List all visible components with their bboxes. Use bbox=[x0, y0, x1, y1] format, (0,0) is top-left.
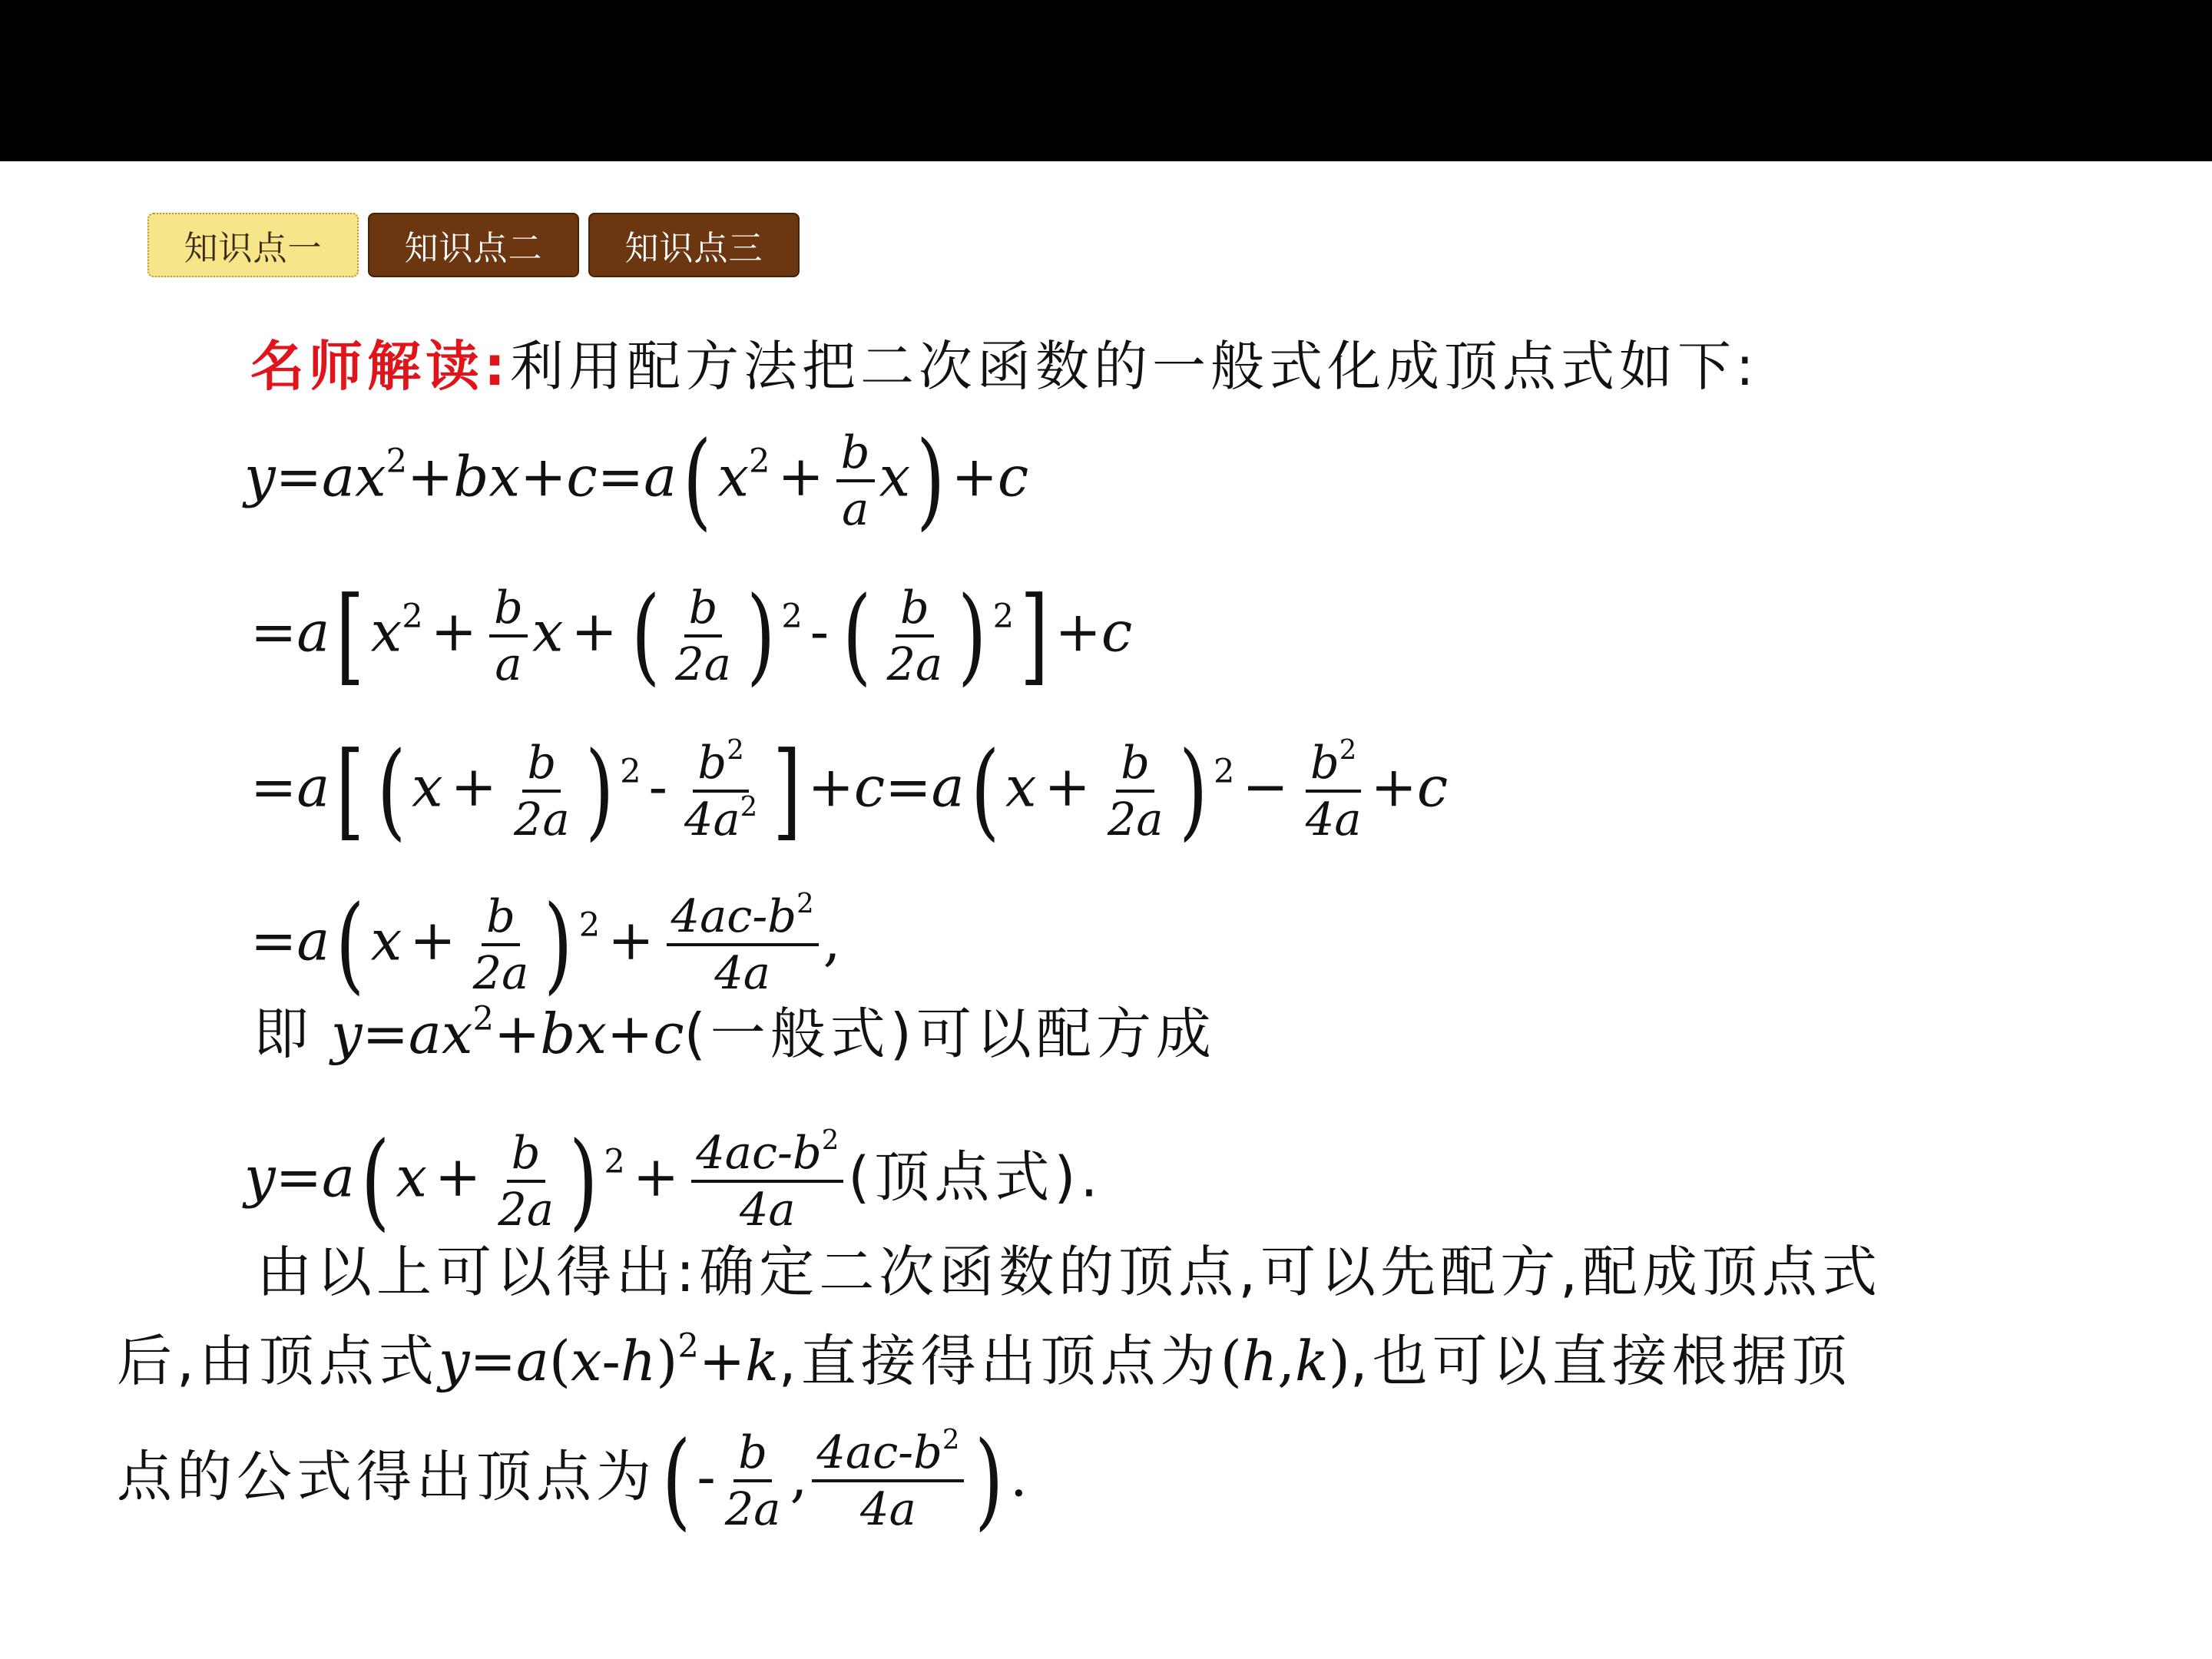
vertex-form-line: y=a( x + $\frac{b}{2a}$ ) $^2$ + $\frac{4ac-b^2}{4a}$ (顶点式). bbox=[244, 1120, 1103, 1242]
intro-key: 名师解读: bbox=[250, 335, 510, 398]
equation-line-3: =a[ ( x + $\frac{b}{2a}$ ) $^2$ - $\frac{b^2}{4a^2}$ ] +c=a( x + $\frac{b}{2a}$ ) $^2$ − $\frac{b^2}{4a}$ +c bbox=[250, 730, 1449, 852]
tab-knowledge-point-3[interactable]: 知识点三 bbox=[588, 213, 800, 277]
general-form-line: 即 $y=ax^2+bx+c$(一般式)可以配方成 bbox=[253, 999, 1216, 1066]
paragraph-line-3: 点的公式得出顶点为( - $\frac{b}{2a}$ , $\frac{4ac-b^2}{4a}$ ) . bbox=[117, 1419, 1028, 1541]
fraction-b-over-a: $\frac{b}{a}$ bbox=[836, 429, 875, 533]
tab-knowledge-point-2[interactable]: 知识点二 bbox=[368, 213, 579, 277]
equation-line-1: $y=ax^2+bx+c=a$( $x^2$ + $\frac{b}{a}$ x) +c bbox=[244, 419, 1029, 541]
tab-knowledge-point-1[interactable]: 知识点一 bbox=[147, 213, 359, 277]
equation-line-2: =a[ $x^2$ + $\frac{b}{a}$ x + ( $\frac{b}{2a}$ ) $^2$ - ( $\frac{b}{2a}$ ) $^2$] +c bbox=[250, 575, 1133, 697]
equation-line-4: =a( x + $\frac{b}{2a}$ ) $^2$ + $\frac{4ac-b^2}{4a}$ , bbox=[250, 883, 841, 1005]
paragraph-line-2: 后,由顶点式$y=a(x-h)^2+k$,直接得出顶点为(h,k),也可以直接根据顶 bbox=[117, 1326, 1852, 1393]
intro-text: 利用配方法把二次函数的一般式化成顶点式如下: bbox=[510, 335, 1759, 398]
paragraph-line-1: 由以上可以得出:确定二次函数的顶点,可以先配方,配成顶点式 bbox=[257, 1240, 1883, 1304]
intro-line bbox=[250, 335, 1759, 398]
